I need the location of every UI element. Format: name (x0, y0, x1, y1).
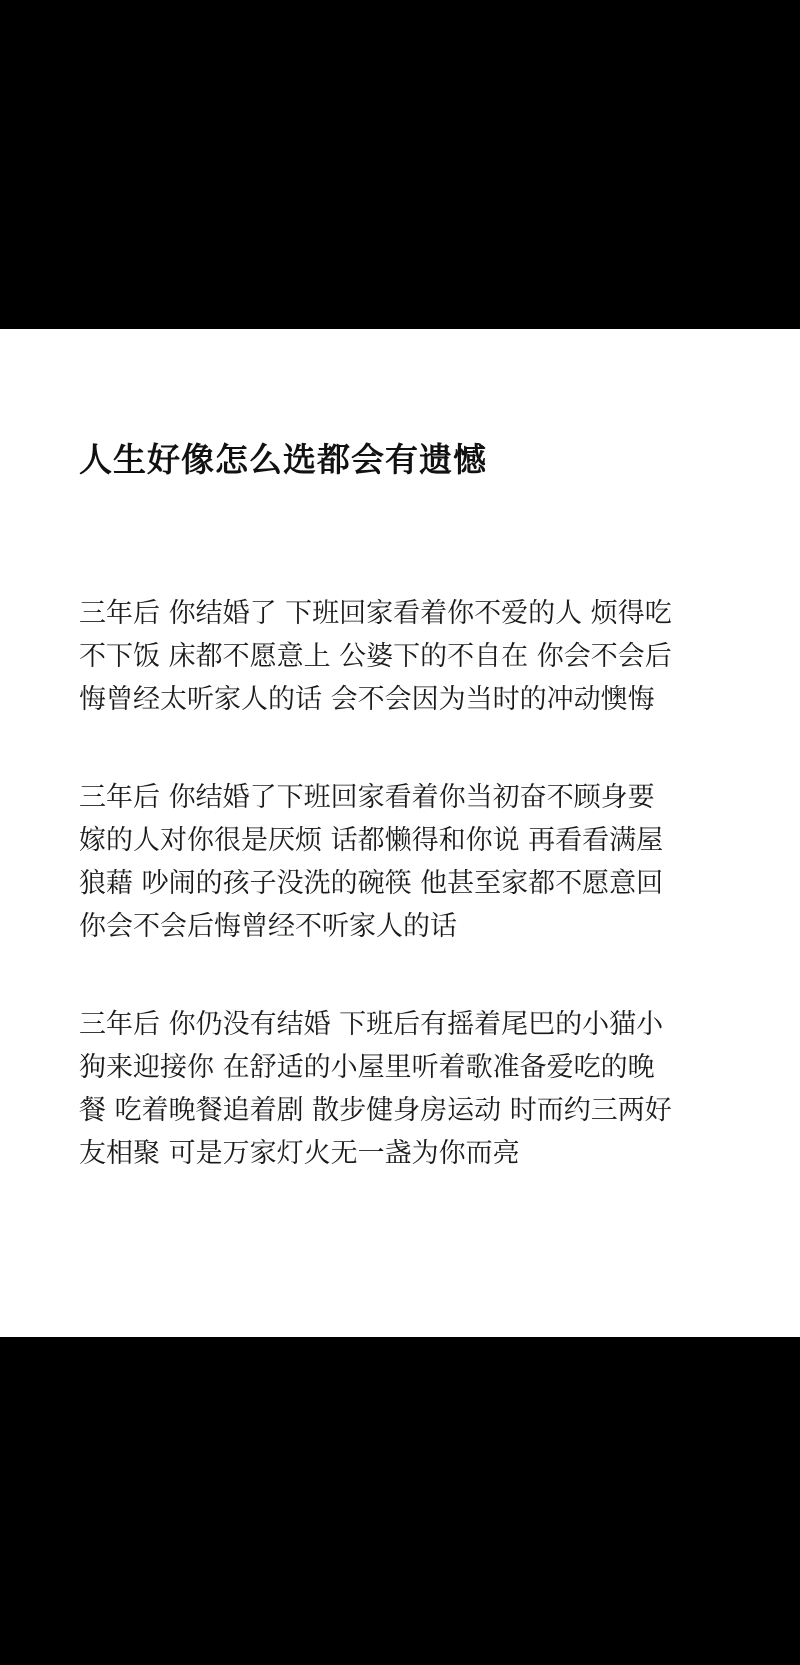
paragraph-line: 友相聚 可是万家灯火无一盏为你而亮 (79, 1138, 520, 1169)
bottom-black-bar (0, 1337, 800, 1665)
paragraph-line: 三年后 你仍没有结婚 下班后有摇着尾巴的小猫小 (79, 1009, 664, 1040)
paragraph-line: 三年后 你结婚了 下班回家看着你不爱的人 烦得吃 (79, 598, 672, 629)
paragraph-line: 狼藉 吵闹的孩子没洗的碗筷 他甚至家都不愿意回 (79, 868, 664, 899)
paragraph-1 (79, 592, 739, 721)
paragraph-line: 不下饭 床都不愿意上 公婆下的不自在 你会不会后 (79, 641, 672, 672)
article-title: 人生好像怎么选都会有遗憾 (79, 440, 487, 479)
paragraph-line: 你会不会后悔曾经不听家人的话 (79, 911, 457, 942)
paragraph-line: 三年后 你结婚了下班回家看着你当初奋不顾身要 (79, 782, 655, 813)
top-black-bar (0, 0, 800, 329)
content-card (0, 329, 800, 1337)
paragraph-line: 狗来迎接你 在舒适的小屋里听着歌准备爱吃的晚 (79, 1052, 655, 1083)
paragraph-line: 嫁的人对你很是厌烦 话都懒得和你说 再看看满屋 (79, 825, 664, 856)
paragraph-line: 餐 吃着晚餐追着剧 散步健身房运动 时而约三两好 (79, 1095, 672, 1126)
paragraph-line: 悔曾经太听家人的话 会不会因为当时的冲动懊悔 (79, 684, 655, 715)
paragraph-2 (79, 776, 739, 948)
paragraph-3 (79, 1003, 739, 1175)
